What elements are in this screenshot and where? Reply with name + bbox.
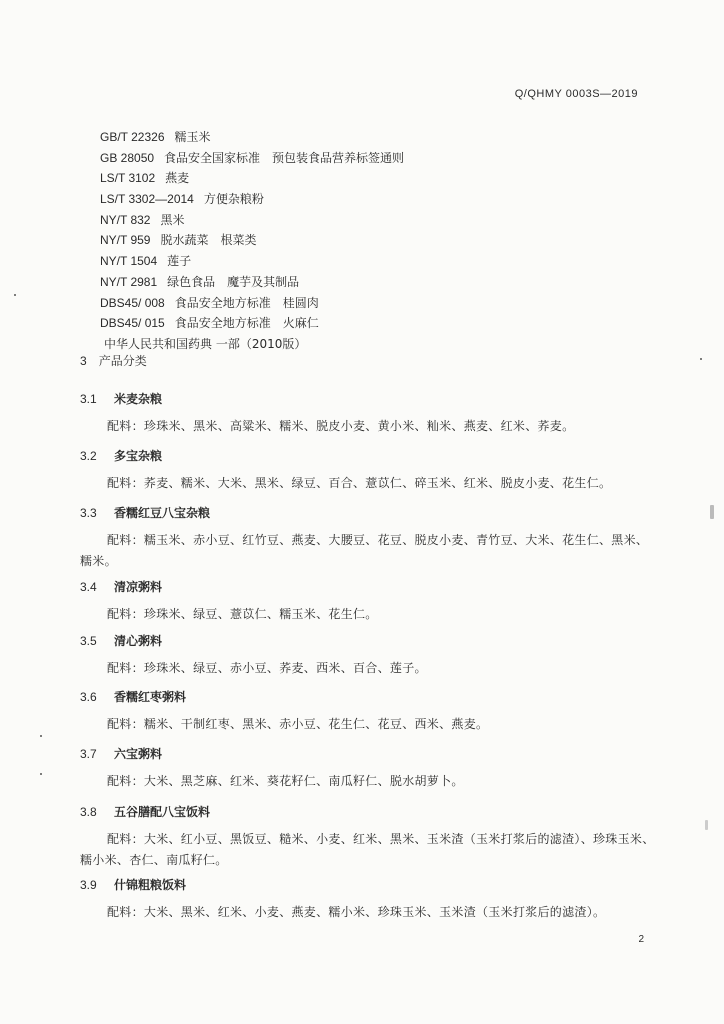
subsection-number: 3.7 — [80, 747, 97, 761]
reference-code: GB 28050 — [100, 150, 155, 165]
ingredient-text: 配料：珍珠米、黑米、高粱米、糯米、脱皮小麦、黄小米、籼米、燕麦、红米、荞麦。 — [107, 419, 575, 433]
subsection-number: 3.9 — [80, 878, 97, 892]
reference-title: 绿色食品 魔芋及其制品 — [167, 274, 300, 289]
subsection-title: 五谷膳配八宝饭料 — [114, 805, 211, 819]
subsection — [80, 504, 660, 572]
reference-item — [100, 168, 660, 189]
section-title: 产品分类 — [98, 354, 147, 368]
reference-item — [100, 293, 660, 314]
subsection — [80, 632, 660, 679]
subsection-number: 3.1 — [80, 392, 97, 406]
subsection — [80, 803, 660, 871]
reference-code: LS/T 3302—2014 — [100, 192, 194, 207]
reference-code: NY/T 1504 — [100, 254, 158, 269]
subsection-title: 清凉粥料 — [114, 580, 163, 594]
subsection-title: 香糯红豆八宝杂粮 — [114, 506, 211, 520]
reference-title: 脱水蔬菜 根菜类 — [160, 233, 257, 248]
subsection — [80, 745, 660, 792]
reference-title: 黑米 — [160, 212, 185, 227]
reference-item — [100, 313, 660, 334]
reference-item — [100, 272, 660, 293]
reference-code: NY/T 959 — [100, 233, 151, 248]
reference-title: 食品安全地方标准 火麻仁 — [174, 316, 319, 331]
subsection-number: 3.3 — [80, 506, 97, 520]
subsection — [80, 688, 660, 735]
reference-item — [104, 334, 660, 355]
subsection-number: 3.4 — [80, 580, 97, 594]
subsection-number: 3.5 — [80, 634, 97, 648]
reference-code: NY/T 2981 — [100, 274, 158, 289]
reference-code: GB/T 22326 — [100, 130, 165, 144]
reference-title: 食品安全地方标准 桂圆肉 — [174, 295, 319, 310]
subsection — [80, 390, 660, 437]
reference-code: LS/T 3102 — [100, 171, 156, 186]
reference-title: 糯玉米 — [174, 130, 211, 144]
subsection-title: 多宝杂粮 — [114, 449, 163, 463]
reference-list — [100, 127, 660, 355]
page-number: 2 — [638, 934, 644, 945]
subsection-title: 米麦杂粮 — [114, 392, 163, 406]
subsection — [80, 447, 660, 494]
reference-item — [100, 127, 660, 148]
section-heading — [80, 352, 147, 369]
reference-item — [100, 189, 660, 210]
reference-title: 燕麦 — [165, 171, 190, 186]
subsection — [80, 876, 660, 923]
subsection-number: 3.6 — [80, 690, 97, 704]
reference-title: 方便杂粮粉 — [203, 192, 264, 207]
ingredient-text: 配料：珍珠米、绿豆、赤小豆、荞麦、西米、百合、莲子。 — [107, 661, 427, 675]
subsection-title: 什锦粗粮饭料 — [114, 878, 187, 892]
reference-item — [100, 251, 660, 272]
reference-item — [100, 210, 660, 231]
reference-code: DBS45/ 015 — [100, 316, 165, 331]
subsection-title: 六宝粥料 — [114, 747, 163, 761]
subsection-title: 香糯红枣粥料 — [114, 690, 187, 704]
ingredient-text: 配料：大米、黑米、红米、小麦、燕麦、糯小米、珍珠玉米、玉米渣（玉米打浆后的滤渣）。 — [107, 905, 606, 919]
subsection-title: 清心粥料 — [114, 634, 163, 648]
reference-item — [100, 148, 660, 169]
ingredient-text: 配料：荞麦、糯米、大米、黑米、绿豆、百合、薏苡仁、碎玉米、红米、脱皮小麦、花生仁。 — [107, 476, 612, 490]
reference-title: 莲子 — [167, 254, 192, 269]
ingredient-text: 配料：大米、黑芝麻、红米、葵花籽仁、南瓜籽仁、脱水胡萝卜。 — [107, 774, 464, 788]
ingredient-text: 配料：糯米、干制红枣、黑米、赤小豆、花生仁、花豆、西米、燕麦。 — [107, 717, 489, 731]
reference-code: DBS45/ 008 — [100, 295, 165, 310]
reference-item — [100, 230, 660, 251]
reference-title: 中华人民共和国药典 一部（2010版） — [104, 336, 307, 351]
subsection — [80, 578, 660, 625]
reference-title: 食品安全国家标准 预包装食品营养标签通则 — [164, 150, 405, 165]
section-number: 3 — [80, 354, 87, 368]
reference-code: NY/T 832 — [100, 212, 151, 227]
standard-code: Q/QHMY 0003S—2019 — [514, 88, 638, 100]
subsection-number: 3.8 — [80, 805, 97, 819]
ingredient-text: 配料：大米、红小豆、黑饭豆、糙米、小麦、红米、黑米、玉米渣（玉米打浆后的滤渣）、珍珠玉米、糯小米、杏仁、南瓜籽仁。 — [80, 832, 655, 867]
ingredient-text: 配料：糯玉米、赤小豆、红竹豆、燕麦、大腰豆、花豆、脱皮小麦、青竹豆、大米、花生仁、黑米、糯米。 — [80, 533, 649, 568]
ingredient-text: 配料：珍珠米、绿豆、薏苡仁、糯玉米、花生仁。 — [107, 607, 378, 621]
subsection-number: 3.2 — [80, 449, 97, 463]
